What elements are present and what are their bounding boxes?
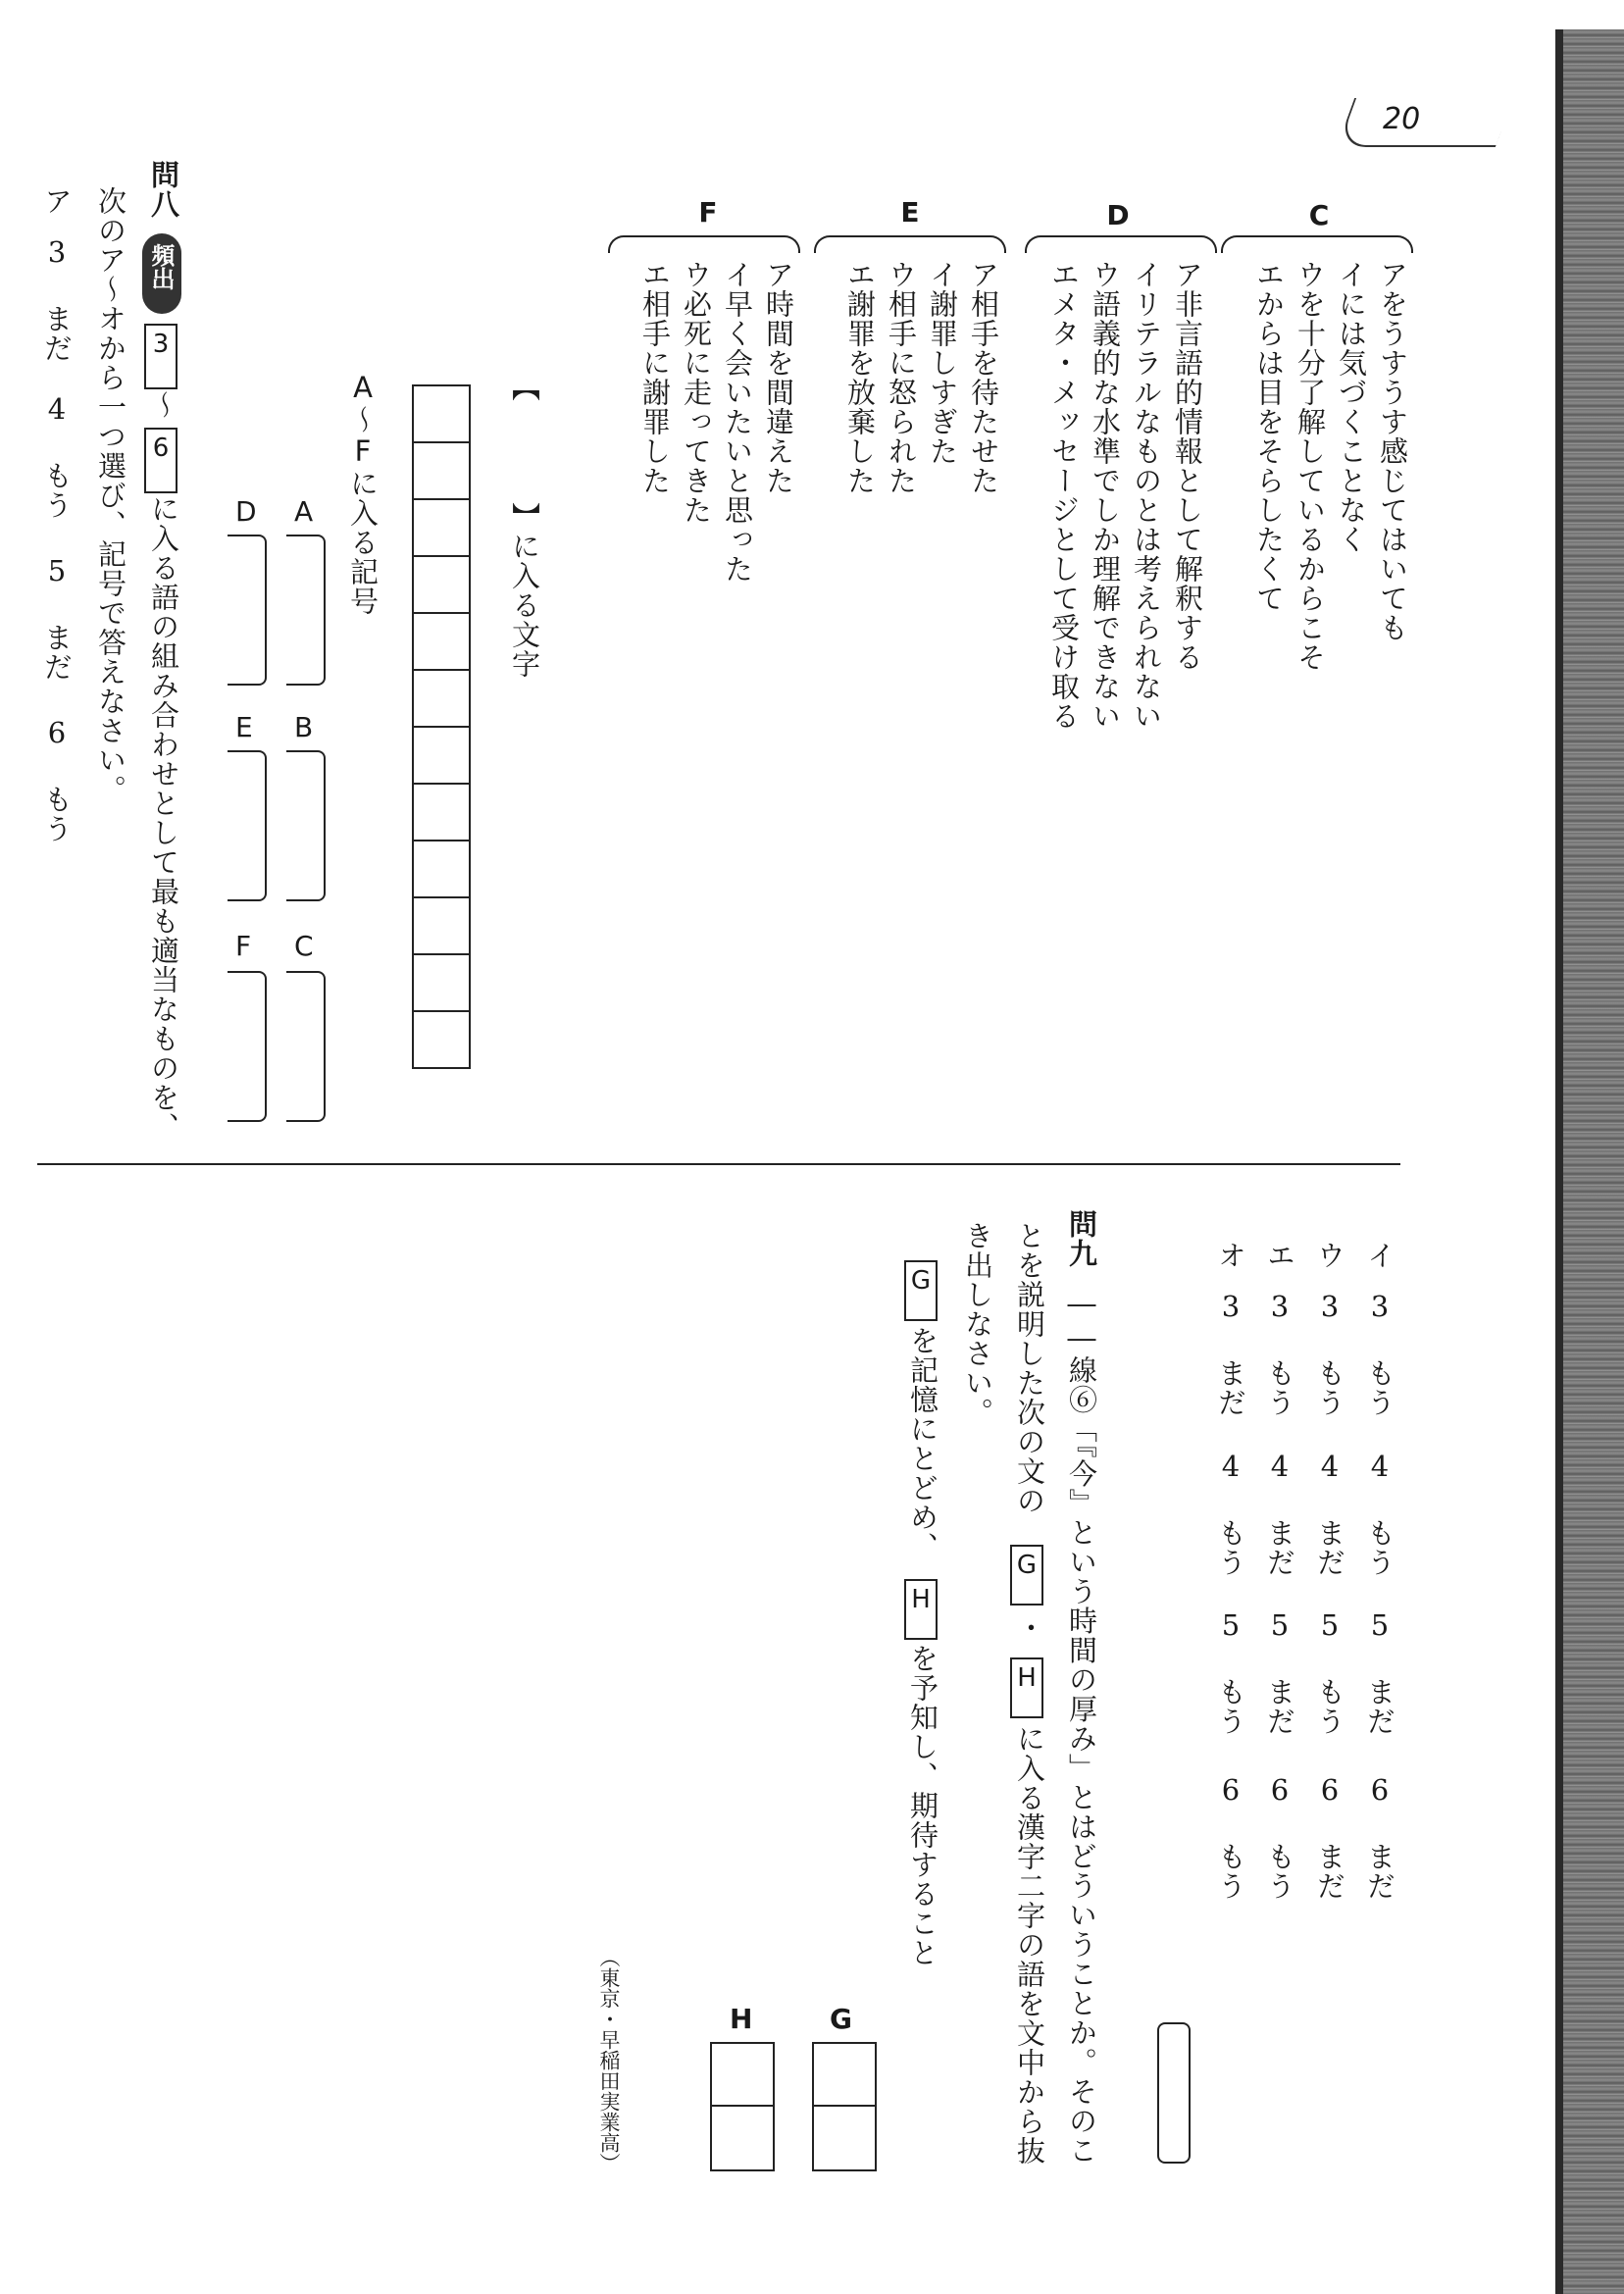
option-d-i: イリテラルなものとは考えられない (1130, 260, 1163, 731)
q8-choice-e-5: 5 まだ (1263, 1608, 1296, 1736)
q8-text-line2: 次のア～オから一つ選び、記号で答えなさい。 (94, 186, 127, 804)
q8-choice-u-3: 3 もう (1313, 1290, 1346, 1417)
q9-line2b: に入る漢字二字の語を文中から抜 (1013, 1724, 1046, 2166)
grid-label-close: 】に入る文字 (508, 502, 541, 679)
page-number-mark (1337, 98, 1513, 147)
q8-choice-u-5: 5 もう (1313, 1608, 1346, 1736)
q8-choice-o-6: 6 もう (1214, 1773, 1247, 1901)
q9-line4b: を予知し、期待すること (906, 1644, 939, 1967)
q8-tilde: ～ (147, 390, 180, 420)
q9-sentence-box-h: H (904, 1579, 938, 1640)
grid-cell[interactable] (412, 669, 471, 728)
slot-bracket-a[interactable] (286, 535, 326, 686)
q8-choice-a-key: ア (40, 186, 74, 216)
group-label-f: F (698, 196, 718, 229)
option-f-i: イ早く会いたいと思った (721, 260, 754, 584)
slot-label-b: B (294, 711, 314, 743)
q8-badge-text: 頻出 (147, 243, 175, 290)
source-citation: （東京・早稲田実業高） (597, 1947, 621, 2173)
q8-choice-i-3: 3 もう (1363, 1290, 1396, 1417)
option-c-a: アをうすうす感じてはいても (1376, 260, 1409, 642)
grid-cell[interactable] (412, 953, 471, 1012)
option-f-u: ウ必死に走ってきた (680, 260, 713, 525)
q8-title: 問八 (147, 160, 180, 219)
q8-answer-bracket[interactable] (1157, 2022, 1191, 2164)
group-brace-d (1025, 235, 1217, 253)
q8-choice-i-4: 4 もう (1363, 1450, 1396, 1577)
q9-line3: き出しなさい。 (961, 1221, 994, 1427)
option-c-u: ウを十分了解しているからこそ (1294, 260, 1327, 672)
grid-cell[interactable] (412, 441, 471, 500)
q8-choice-u-6: 6 まだ (1313, 1773, 1346, 1901)
q8-choice-e-key: エ (1263, 1241, 1296, 1270)
option-f-a: ア時間を間違えた (762, 260, 795, 495)
slot-bracket-e[interactable] (228, 750, 267, 901)
q8-badge (142, 233, 181, 314)
group-label-d: D (1106, 199, 1130, 231)
q9-box-h: H (1010, 1657, 1043, 1718)
q9-answer-label-h: H (730, 2003, 753, 2035)
option-d-u: ウ語義的な水準でしか理解できない (1089, 260, 1122, 731)
option-f-e: エ相手に謝罪した (638, 260, 672, 495)
slot-label-d: D (235, 495, 257, 528)
q8-choice-o-3: 3 まだ (1214, 1290, 1247, 1417)
answer-grid[interactable] (412, 384, 471, 1069)
q8-choice-e-3: 3 もう (1263, 1290, 1296, 1417)
q9-answer-box-g[interactable] (812, 2042, 877, 2171)
group-label-c: C (1308, 199, 1330, 231)
slot-label-f: F (235, 930, 252, 962)
group-brace-c (1221, 235, 1413, 253)
q9-answer-box-g-divider (814, 2105, 875, 2107)
q8-choice-i-key: イ (1363, 1241, 1396, 1270)
q8-choice-o-5: 5 もう (1214, 1608, 1247, 1736)
q8-choice-a-4: 4 もう (40, 392, 74, 520)
grid-cell[interactable] (412, 896, 471, 955)
grid-cell[interactable] (412, 726, 471, 785)
q9-answer-box-h[interactable] (710, 2042, 775, 2171)
group-brace-e (814, 235, 1006, 253)
q8-text-line1: に入る語の組み合わせとして最も適当なものを、 (147, 494, 180, 1142)
page-number: 20 (1383, 102, 1421, 136)
grid-cell[interactable] (412, 555, 471, 614)
grid-label-open: 【 (508, 373, 541, 402)
slot-bracket-c[interactable] (286, 971, 326, 1122)
q9-line4a: を記憶にとどめ、 (906, 1326, 939, 1561)
q8-choice-a-5: 5 まだ (40, 554, 74, 682)
q8-choice-u-key: ウ (1313, 1241, 1346, 1270)
grid-cell[interactable] (412, 498, 471, 557)
q9-sentence-box-g: G (904, 1260, 938, 1321)
option-d-e: エメタ・メッセージとして受け取る (1047, 260, 1081, 731)
option-d-a: ア非言語的情報として解釈する (1171, 260, 1204, 672)
book-spine (1559, 29, 1624, 2294)
grid-cell[interactable] (412, 783, 471, 841)
q9-answer-label-g: G (830, 2003, 852, 2035)
slot-bracket-d[interactable] (228, 535, 267, 686)
section-divider (37, 1163, 1400, 1165)
slot-label-a: A (294, 495, 314, 528)
q9-box-g: G (1010, 1545, 1043, 1606)
q9-line2a: とを説明した次の文の (1013, 1221, 1046, 1515)
slot-bracket-f[interactable] (228, 971, 267, 1122)
q8-choice-e-6: 6 もう (1263, 1773, 1296, 1901)
q9-line1: ――線⑥「『今』という時間の厚み」とはどういうことか。そのこ (1065, 1287, 1098, 2166)
grid-cell[interactable] (412, 840, 471, 898)
q8-choice-a-6: 6 もう (40, 716, 74, 843)
grid-cell[interactable] (412, 612, 471, 671)
q8-box-6: 6 (144, 428, 178, 493)
q8-choice-i-5: 5 まだ (1363, 1608, 1396, 1736)
slot-bracket-b[interactable] (286, 750, 326, 901)
grid-cell[interactable] (412, 384, 471, 443)
q9-answer-box-h-divider (712, 2105, 773, 2107)
book-spine-edge (1555, 29, 1563, 2294)
q8-choice-o-key: オ (1214, 1241, 1247, 1270)
option-c-e: エからは目をそらしたくて (1252, 260, 1286, 613)
group-brace-f (608, 235, 800, 253)
q8-choice-i-6: 6 まだ (1363, 1773, 1396, 1901)
option-e-u: ウ相手に怒られた (885, 260, 918, 495)
slot-label-e: E (235, 711, 253, 743)
q8-choice-a-3: 3 まだ (40, 235, 74, 363)
option-e-a: ア相手を待たせた (967, 260, 1000, 495)
q8-choice-e-4: 4 まだ (1263, 1450, 1296, 1577)
option-e-e: エ謝罪を放棄した (843, 260, 877, 495)
q9-dot: ・ (1013, 1613, 1046, 1643)
q8-choice-o-4: 4 もう (1214, 1450, 1247, 1577)
q8-box-3: 3 (144, 324, 178, 389)
option-c-i: イには気づくことなく (1335, 260, 1368, 554)
grid-cell[interactable] (412, 1010, 471, 1069)
slot-label-c: C (294, 930, 314, 962)
group-label-e: E (900, 196, 920, 229)
q9-title: 問九 (1065, 1209, 1098, 1268)
option-e-i: イ謝罪しすぎた (926, 260, 959, 466)
af-label: A～Fに入る記号 (346, 371, 380, 616)
q8-choice-u-4: 4 まだ (1313, 1450, 1346, 1577)
